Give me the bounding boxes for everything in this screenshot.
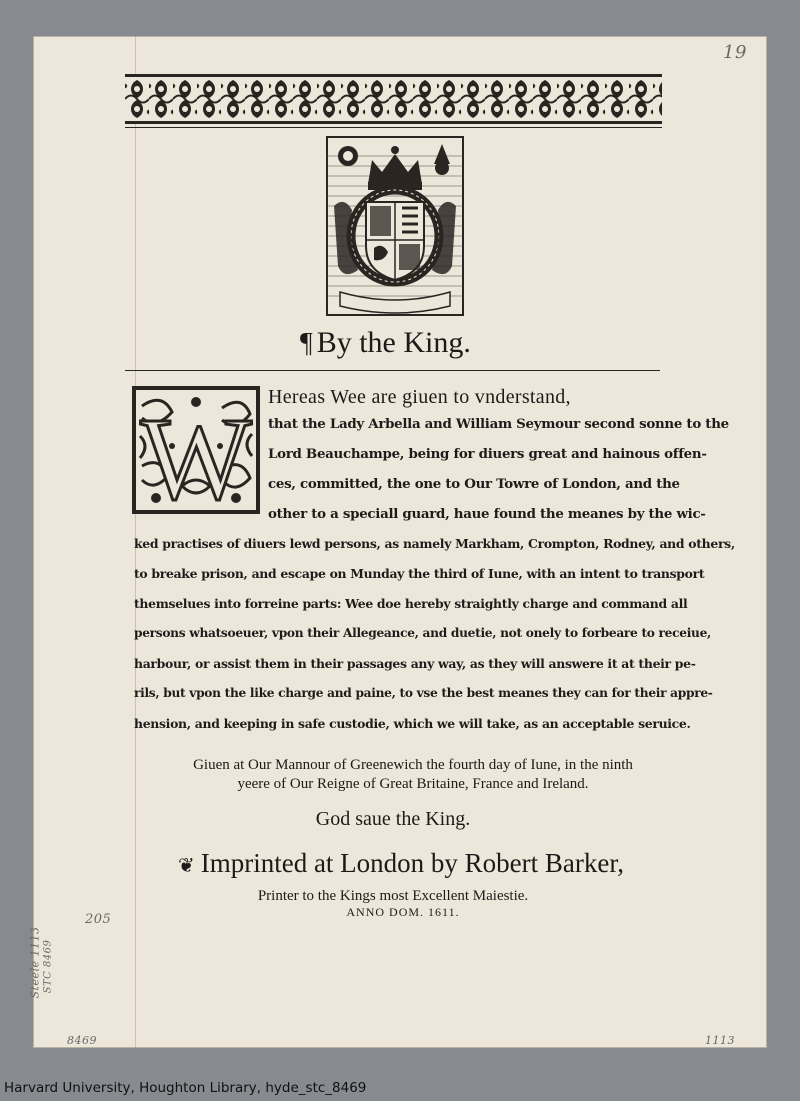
pilcrow-mark: ¶ [300,328,313,359]
imprint-line [141,848,661,879]
given-at-clause [153,756,673,794]
printers-flower-icon: ❦ [177,855,195,877]
pencil-note-bottom-right: 1113 [705,1034,735,1047]
folio-number: 19 [723,42,747,63]
body-line: persons whatsoeuer, vpon their Allegeance, and duetie, not onely to forbeare to receiue, [134,626,711,640]
imprint-text: Imprinted at London by Robert Barker, [200,848,625,878]
anno-domini: ANNO DOM. 1611. [346,905,460,919]
royal-arms-woodcut [326,136,464,316]
given-line: Giuen at Our Mannour of Greenewich the fourth day of Iune, in the ninth [193,757,633,773]
body-line: hension, and keeping in safe custodie, which we will take, as an acceptable seruice. [134,716,691,731]
initial-glyph: W [140,393,252,514]
god-save-the-king: God saue the King. [315,808,471,830]
given-line: yeere of Our Reigne of Great Britaine, France and Ireland. [237,776,589,792]
body-line: rils, but vpon the like charge and paine, to vse the best meanes they can for their appre- [134,686,713,700]
body-line: other to a speciall guard, haue found the meanes by the wic- [268,506,706,522]
body-line: to breake prison, and escape on Munday the third of Iune, with an intent to transport [134,566,705,581]
pencil-note-stc: STC 8469 [42,939,54,994]
ornamental-border [125,74,662,124]
image-credit-caption: Harvard University, Houghton Library, hyde_stc_8469 [4,1080,367,1096]
body-line: ces, committed, the one to Our Towre of London, and the [268,476,680,492]
proclamation-title [300,326,520,360]
proclamation-body [134,416,735,756]
pencil-note-steele: Steele 1113 [28,926,42,999]
printer-line: Printer to the Kings most Excellent Maiestie. [257,888,529,904]
top-rule [125,127,662,128]
pencil-note-205: 205 [85,912,112,927]
title-rule [125,370,660,371]
body-line: harbour, or assist them in their passages any way, as they will answere it at their pe- [134,656,696,671]
body-line: themselues into forreine parts: Wee doe hereby straightly charge and command all [134,596,688,611]
broadside-sheet [28,36,767,1048]
opening-line: Hereas Wee are giuen to vnderstand, [268,386,571,408]
body-line: Lord Beauchampe, being for diuers great and hainous offen- [268,446,707,462]
pencil-note-bottom-left: 8469 [67,1034,97,1047]
body-line: ked practises of diuers lewd persons, as namely Markham, Crompton, Rodney, and others, [134,536,735,551]
body-line: that the Lady Arbella and William Seymour second sonne to the [268,416,729,432]
title-text: By the King. [316,326,471,359]
